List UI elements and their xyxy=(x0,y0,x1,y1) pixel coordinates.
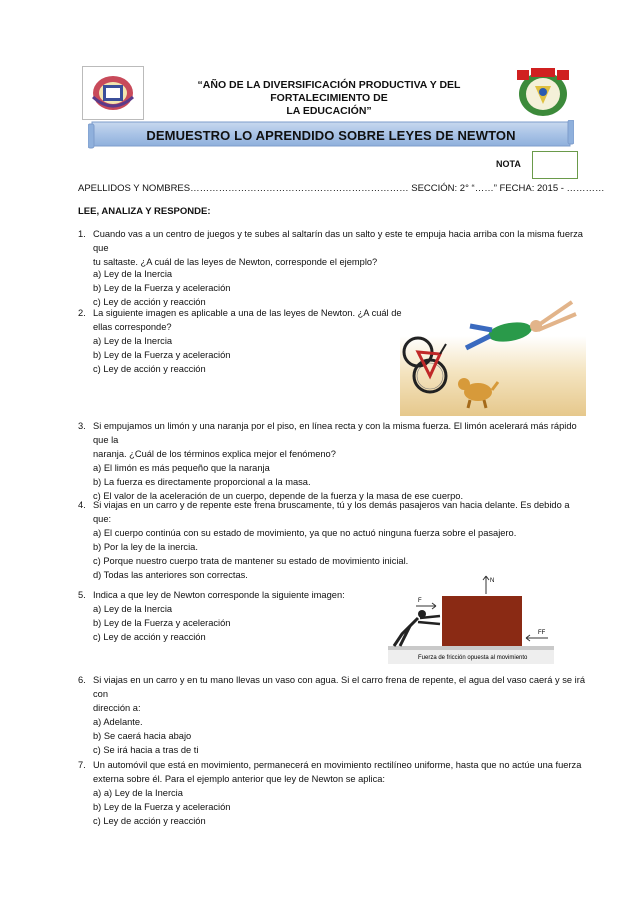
option-a[interactable]: a) El limón es más pequeño que la naranja xyxy=(93,463,270,473)
option-c[interactable]: c) Se irá hacia a tras de ti xyxy=(93,745,199,755)
student-info-line[interactable]: APELLIDOS Y NOMBRES…………………………………………………………… SECCIÓN: 2° “……” FECHA: 2015 - ………… xyxy=(78,183,605,194)
option-a[interactable]: a) El cuerpo continúa con su estado de movimiento, ya que no actuó ninguna fuerza sobre el pasajero. xyxy=(93,528,517,538)
option-d[interactable]: d) Todas las anteriores son correctas. xyxy=(93,570,248,580)
instructions: LEE, ANALIZA Y RESPONDE: xyxy=(78,206,211,217)
question-text xyxy=(93,588,398,602)
question-line: Cuando vas a un centro de juegos y te subes al saltarín das un salto y este te empuja hacia arriba con la misma fuerza que xyxy=(93,229,583,253)
question-text xyxy=(93,227,588,269)
question-line: Si viajas en un carro y en tu mano llevas un vaso con agua. Si el carro frena de repente, el agua del vaso caerá y se irá con xyxy=(93,675,585,699)
question-line: Si viajas en un carro y de repente este frena bruscamente, tú y los demás pasajeros van hacia delante. Es debido a que: xyxy=(93,500,570,524)
option-c[interactable]: c) Porque nuestro cuerpo trata de mantener su estado de movimiento inicial. xyxy=(93,556,409,566)
option-b[interactable]: b) Ley de la Fuerza y aceleración xyxy=(93,618,231,628)
question-line: naranja. ¿Cuál de los términos explica mejor el fenómeno? xyxy=(93,449,336,459)
question-line: ellas corresponde? xyxy=(93,322,172,332)
option-b[interactable]: b) Ley de la Fuerza y aceleración xyxy=(93,802,231,812)
question-number: 1. xyxy=(78,229,86,239)
question-line: La siguiente imagen es aplicable a una de las leyes de Newton. ¿A cuál de xyxy=(93,308,402,318)
header-title-line2: LA EDUCACIÓN” xyxy=(286,105,372,117)
question-3 xyxy=(78,419,590,503)
question-number: 7. xyxy=(78,760,86,770)
option-b[interactable]: b) Se caerá hacia abajo xyxy=(93,731,192,741)
question-text xyxy=(93,498,590,526)
option-c[interactable]: c) Ley de acción y reacción xyxy=(93,297,206,307)
option-b[interactable]: b) La fuerza es directamente proporcional a la masa. xyxy=(93,477,311,487)
option-b[interactable]: b) Ley de la Fuerza y aceleración xyxy=(93,350,231,360)
question-line: Indica a que ley de Newton corresponde la siguiente imagen: xyxy=(93,590,345,600)
question-line: Un automóvil que está en movimiento, permanecerá en movimiento rectilíneo uniforme, hasta que no actúe una fuerza xyxy=(93,760,582,770)
nota-box[interactable] xyxy=(532,151,578,179)
question-number: 3. xyxy=(78,421,86,431)
banner-title: DEMUESTRO LO APRENDIDO SOBRE LEYES DE NEWTON xyxy=(146,128,516,143)
header-title-line1: “AÑO DE LA DIVERSIFICACIÓN PRODUCTIVA Y DEL FORTALECIMIENTO DE xyxy=(197,79,461,104)
question-line: tu saltaste. ¿A cuál de las leyes de Newton, corresponde el ejemplo? xyxy=(93,257,378,267)
normal-n-label: N xyxy=(490,578,495,584)
question-text xyxy=(93,306,408,334)
question-6 xyxy=(78,673,590,757)
question-4 xyxy=(78,498,590,582)
friction-diagram xyxy=(388,572,554,664)
question-text xyxy=(93,673,590,715)
institution-header xyxy=(150,79,508,118)
option-a[interactable]: a) Ley de la Inercia xyxy=(93,604,173,614)
question-line: dirección a: xyxy=(93,703,141,713)
school-logo-right xyxy=(513,64,573,120)
question-2 xyxy=(78,306,408,376)
option-a[interactable]: a) Ley de la Inercia xyxy=(93,269,173,279)
question-text xyxy=(93,758,590,786)
option-c[interactable]: c) Ley de acción y reacción xyxy=(93,816,206,826)
force-f-label: F xyxy=(418,598,422,604)
question-number: 2. xyxy=(78,308,86,318)
cyclist-dog-illustration xyxy=(400,296,586,416)
question-7 xyxy=(78,758,590,828)
question-5 xyxy=(78,588,398,644)
option-b[interactable]: b) Ley de la Fuerza y aceleración xyxy=(93,283,231,293)
option-c[interactable]: c) El valor de la aceleración de un cuerpo, depende de la fuerza y la masa de ese cuerpo. xyxy=(93,491,464,501)
question-line: Si empujamos un limón y una naranja por el piso, en línea recta y con la misma fuerza. El limón acelerará más rápido que la xyxy=(93,421,577,445)
friction-ff-label: FF xyxy=(538,630,546,636)
question-line: externa sobre él. Para el ejemplo anterior que ley de Newton se aplica: xyxy=(93,774,385,784)
option-c[interactable]: c) Ley de acción y reacción xyxy=(93,632,206,642)
question-number: 5. xyxy=(78,590,86,600)
option-b[interactable]: b) Por la ley de la inercia. xyxy=(93,542,198,552)
question-number: 6. xyxy=(78,675,86,685)
friction-caption: Fuerza de fricción opuesta al movimiento xyxy=(418,655,528,661)
option-a[interactable]: a) Adelante. xyxy=(93,717,143,727)
option-c[interactable]: c) Ley de acción y reacción xyxy=(93,364,206,374)
school-logo-left xyxy=(82,66,144,120)
nota-label: NOTA xyxy=(496,159,521,169)
option-a[interactable]: a) Ley de la Inercia xyxy=(93,336,173,346)
option-a[interactable]: a) a) Ley de la Inercia xyxy=(93,788,183,798)
question-text xyxy=(93,419,590,461)
question-number: 4. xyxy=(78,500,86,510)
